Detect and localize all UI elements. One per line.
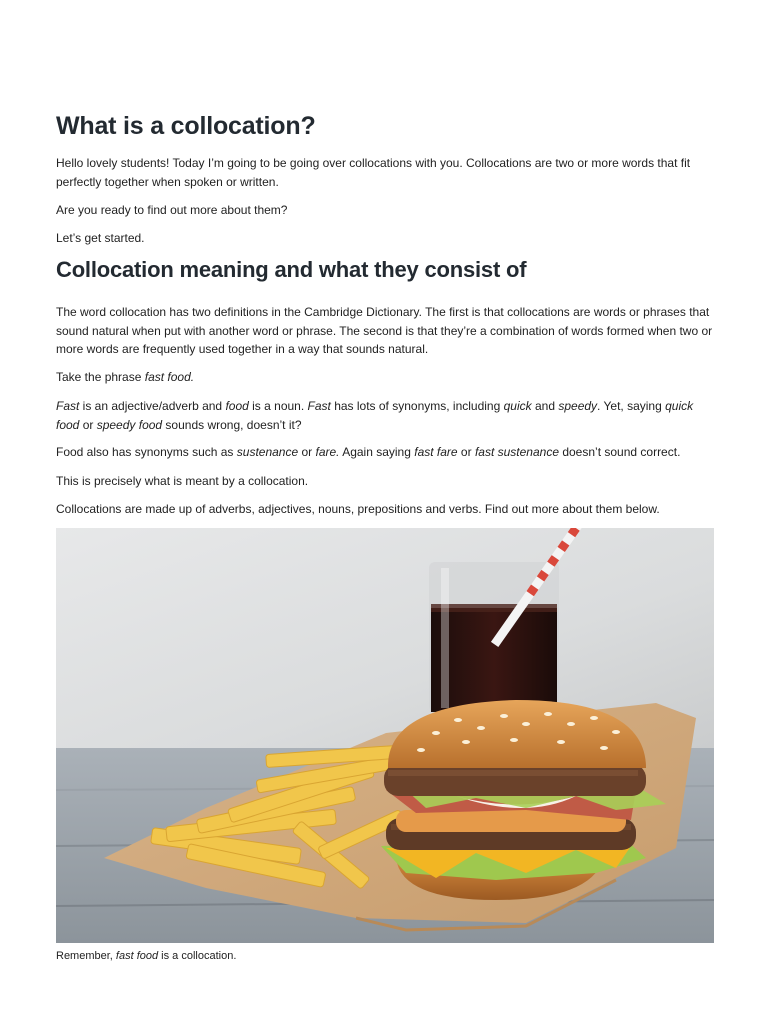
italic-term: speedy xyxy=(558,399,598,413)
synonyms-paragraph xyxy=(56,397,716,434)
phrase-paragraph xyxy=(56,368,716,387)
italic-term: Fast xyxy=(56,399,80,413)
page-title: What is a collocation? xyxy=(56,112,316,140)
intro-paragraph-3: Let’s get started. xyxy=(56,231,145,245)
italic-term: quick food xyxy=(56,399,694,432)
burger-fries-cola-image xyxy=(56,528,714,943)
text-span: Food also has synonyms such as xyxy=(56,445,237,459)
food-synonyms-paragraph xyxy=(56,443,716,462)
italic-term: fast sustenance xyxy=(474,445,559,459)
italic-term: Fast xyxy=(307,399,331,413)
text-span: is a noun. xyxy=(248,399,308,413)
italic-term: fare. xyxy=(315,445,340,459)
intro-paragraph-2: Are you ready to find out more about them? xyxy=(56,203,288,217)
text-span: Remember, xyxy=(56,950,116,962)
text-span: is an adjective/adverb and xyxy=(79,399,226,413)
section-heading: Collocation meaning and what they consist of xyxy=(56,257,527,282)
parts-of-speech-paragraph: Collocations are made up of adverbs, adjectives, nouns, prepositions and verbs. Find out more about them below. xyxy=(56,502,660,516)
italic-term: quick xyxy=(503,399,532,413)
intro-paragraph-1: Hello lovely students! Today I’m going to be going over collocations with you. Collocations are two or more words that fit perfectly together when spoken or written. xyxy=(56,156,691,189)
text-span: has lots of synonyms, including xyxy=(330,399,504,413)
text-span: sounds wrong, doesn’t it? xyxy=(162,417,302,432)
italic-term: fast food xyxy=(115,950,159,962)
text-span: Again saying xyxy=(339,445,415,459)
italic-term: speedy food xyxy=(96,417,163,432)
image-caption xyxy=(56,948,236,964)
text-span: or xyxy=(298,445,316,459)
text-span: Take the phrase xyxy=(56,370,145,384)
italic-term: sustenance xyxy=(236,445,299,459)
text-span: or xyxy=(457,445,475,459)
text-span: . Yet, saying xyxy=(597,399,666,413)
text-span: or xyxy=(79,417,97,432)
italic-term: fast fare xyxy=(414,445,458,459)
text-span: and xyxy=(531,399,559,413)
italic-term: food xyxy=(225,399,249,413)
meaning-paragraph: This is precisely what is meant by a collocation. xyxy=(56,474,309,488)
text-span: doesn’t sound correct. xyxy=(559,445,681,459)
italic-term: fast food. xyxy=(144,370,195,384)
definition-paragraph: The word collocation has two definitions in the Cambridge Dictionary. The first is that collocations are words or phrases that sound natural when put with another word or phrase. The second is that they’re a combination of words formed when two or more words are frequently used together in a way that sounds natural. xyxy=(56,305,713,356)
text-span: is a collocation. xyxy=(158,950,237,962)
